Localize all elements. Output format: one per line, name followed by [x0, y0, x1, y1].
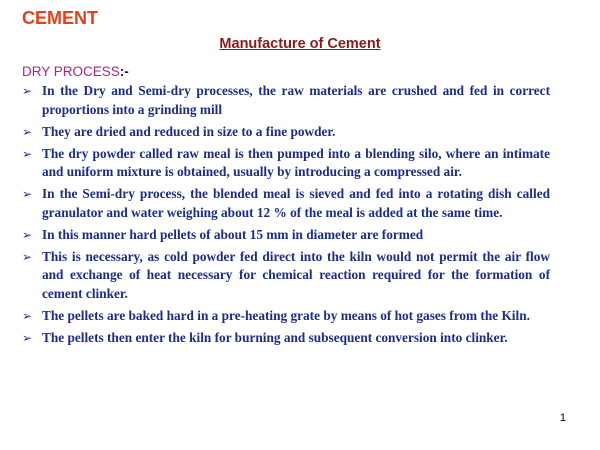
page-number: 1 — [559, 412, 566, 424]
bullet-text: The pellets are baked hard in a pre-heating grate by means of hot gases from the Kiln. — [42, 307, 530, 323]
bullet-text: In the Dry and Semi-dry processes, the raw materials are crushed and fed in correct proportions into a grinding mill — [42, 83, 550, 117]
arrow-bullet-icon: ➢ — [22, 249, 33, 264]
bullet-text: In this manner hard pellets of about 15 mm in diameter are formed — [42, 226, 424, 242]
arrow-bullet-icon: ➢ — [22, 146, 33, 161]
arrow-bullet-icon: ➢ — [22, 227, 33, 242]
bullet-text: This is necessary, as cold powder fed direct into the kiln would not permit the air flow and exchange of heat necessary for chemical reaction required for the formation of cement clinker. — [42, 248, 550, 301]
slide-subtitle — [0, 36, 600, 52]
bullet-text: In the Semi-dry process, the blended meal is sieved and fed into a rotating dish called granulator and water weighing about 12 % of the meal is added at the same time. — [42, 186, 550, 220]
arrow-bullet-icon: ➢ — [22, 187, 33, 201]
arrow-bullet-icon: ➢ — [22, 124, 33, 139]
bullet-item — [22, 82, 550, 119]
arrow-bullet-icon: ➢ — [22, 308, 33, 323]
bullet-text: The pellets then enter the kiln for burning and subsequent conversion into clinker. — [42, 329, 508, 345]
bullet-item — [22, 226, 550, 245]
section-heading-suffix: :- — [119, 64, 129, 79]
bullet-item — [22, 248, 550, 304]
bullet-item — [22, 185, 550, 222]
bullet-text: The dry powder called raw meal is then pumped into a blending silo, where an intimate and uniform mixture is obtained, usually by introducing a compressed air. — [42, 145, 550, 179]
bullet-item — [22, 123, 550, 142]
bullet-list — [22, 82, 550, 351]
bullet-item — [22, 329, 550, 348]
bullet-text: They are dried and reduced in size to a fine powder. — [42, 123, 336, 139]
bullet-item — [22, 307, 550, 326]
section-heading — [22, 64, 129, 79]
section-heading-text: DRY PROCESS — [22, 64, 120, 79]
slide-subtitle-text: Manufacture of Cement — [219, 36, 381, 52]
bullet-item — [22, 145, 550, 182]
arrow-bullet-icon: ➢ — [22, 330, 33, 345]
slide-title: CEMENT — [22, 8, 98, 28]
arrow-bullet-icon: ➢ — [22, 84, 33, 98]
